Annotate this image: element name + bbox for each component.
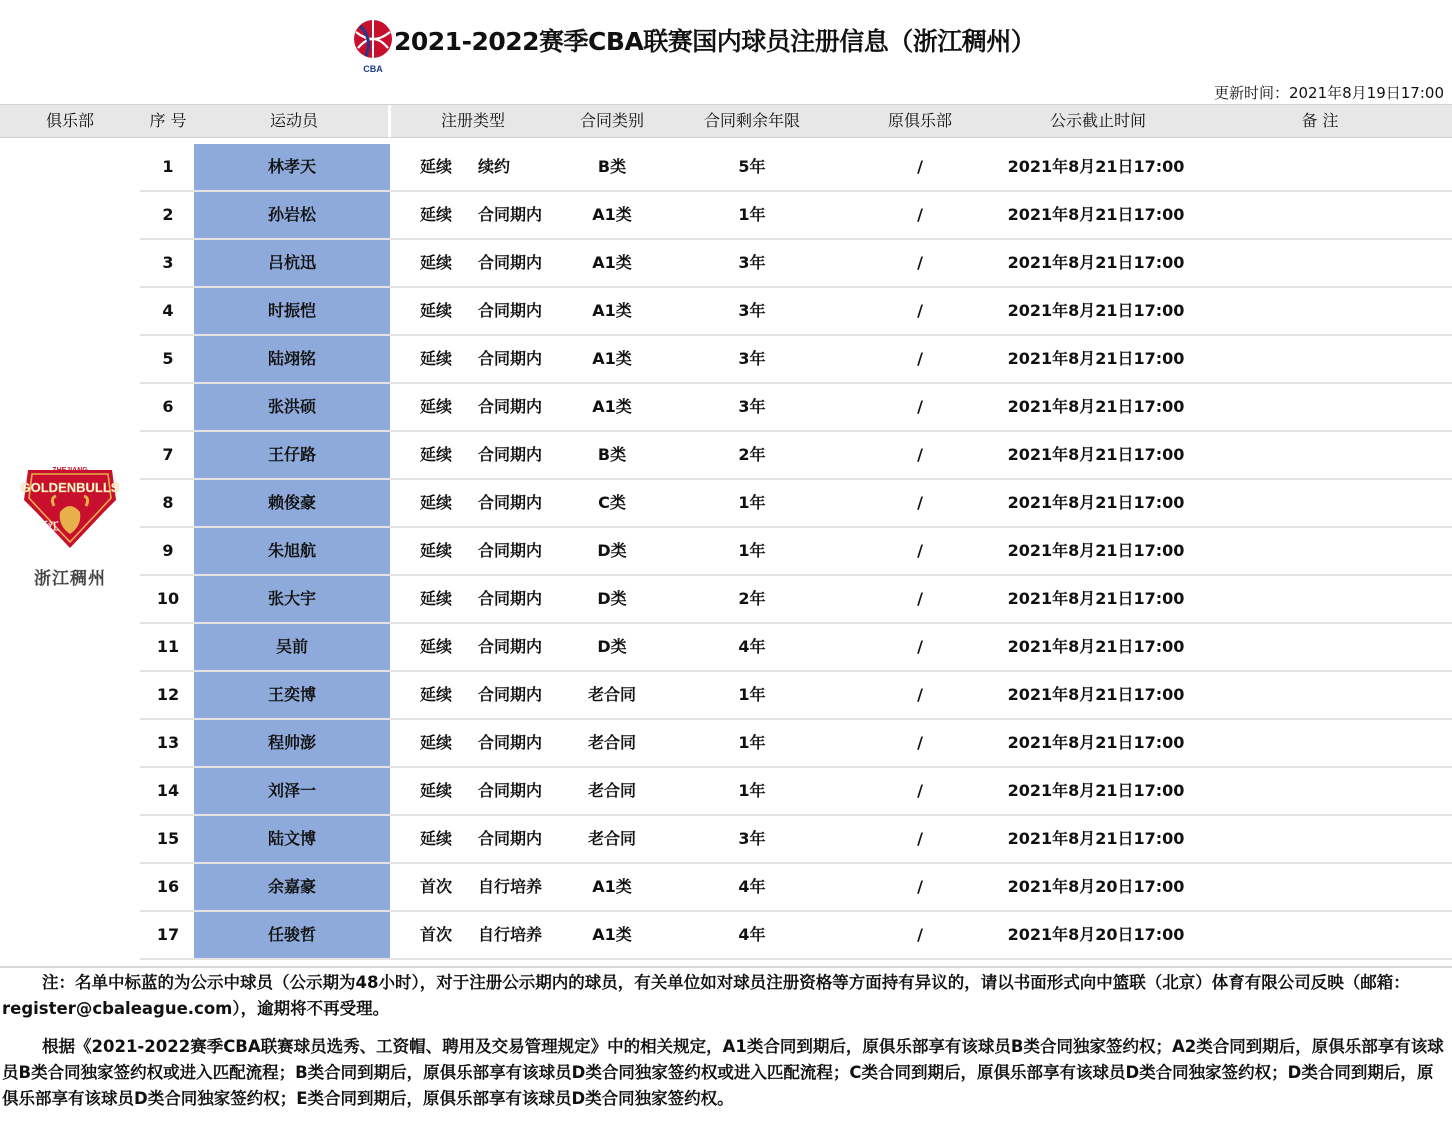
note-contract-rules: 根据《2021-2022赛季CBA联赛球员选秀、工资帽、聘用及交易管理规定》中的相关规定，A1类合同到期后，原俱乐部享有该球员B类合同独家签约权；A2类合同到期后，原俱乐部享有该球员B类合同独家签约权或进入匹配流程；B类合同到期后，原俱乐部享有该球员D类合同独家签约权或进入匹配流程；C类合同到期后，原俱乐部享有该球员D类合同独家签约权；D类合同到期后，原俱乐部享有该球员D类合同独家签约权；E类合同到期后，原俱乐部享有该球员D类合同独家签约权。	[2, 1037, 1444, 1108]
publicity-deadline: 2021年8月21日17:00	[1007, 541, 1185, 560]
registration-subtype: 合同期内	[478, 733, 543, 752]
goldenbulls-logo-icon	[20, 460, 120, 552]
registration-type: 延续	[420, 829, 453, 848]
remarks	[1240, 384, 1400, 430]
registration-subtype: 自行培养	[478, 877, 543, 896]
publicity-deadline: 2021年8月21日17:00	[1007, 205, 1185, 224]
athlete-name: 王奕博	[194, 672, 390, 718]
club-name: 浙江稠州	[34, 569, 106, 589]
remarks	[1240, 816, 1400, 862]
registration-type: 延续	[420, 349, 453, 368]
contract-type: A1类	[592, 397, 632, 416]
original-club: /	[917, 253, 923, 272]
contract-type: A1类	[592, 877, 632, 896]
original-club: /	[917, 781, 923, 800]
registration-subtype: 合同期内	[478, 493, 543, 512]
registration-type: 延续	[420, 733, 453, 752]
remaining-years: 3年	[738, 829, 766, 848]
header-registration-type: 注册类型	[440, 111, 505, 130]
athlete-name: 余嘉豪	[194, 864, 390, 910]
table-row	[140, 240, 1452, 288]
remaining-years: 1年	[738, 685, 766, 704]
remarks	[1240, 288, 1400, 334]
athlete-name: 刘泽一	[194, 768, 390, 814]
registration-subtype: 合同期内	[478, 541, 543, 560]
athlete-name: 任骏哲	[194, 912, 390, 958]
remaining-years: 3年	[738, 349, 766, 368]
note-publicity: 注：名单中标蓝的为公示中球员（公示期为48小时），对于注册公示期内的球员，有关单位如对球员注册资格等方面持有异议的，请以书面形式向中篮联（北京）体育有限公司反映（邮箱：register@cbaleague.com），逾期将不再受理。	[2, 973, 1410, 1018]
header-original-club: 原俱乐部	[887, 111, 952, 130]
athlete-name: 张洪硕	[194, 384, 390, 430]
athlete-name: 赖俊豪	[194, 480, 390, 526]
contract-type: B类	[597, 445, 627, 464]
table-row	[140, 288, 1452, 336]
remarks	[1240, 336, 1400, 382]
row-index: 13	[156, 733, 180, 752]
remarks	[1240, 864, 1400, 910]
remarks	[1240, 480, 1400, 526]
publicity-deadline: 2021年8月21日17:00	[1007, 685, 1185, 704]
table-row	[140, 384, 1452, 432]
row-index: 1	[162, 157, 174, 176]
table-row	[140, 624, 1452, 672]
registration-subtype: 合同期内	[478, 397, 543, 416]
table-header	[0, 104, 1452, 138]
original-club: /	[917, 349, 923, 368]
publicity-deadline: 2021年8月20日17:00	[1007, 925, 1185, 944]
table-row	[140, 816, 1452, 864]
club-column	[0, 144, 140, 960]
athlete-name: 张大宇	[194, 576, 390, 622]
table-row	[140, 336, 1452, 384]
original-club: /	[917, 493, 923, 512]
table-row	[140, 768, 1452, 816]
notes-section	[2, 970, 1444, 1112]
remarks	[1240, 192, 1400, 238]
registration-type: 首次	[420, 925, 453, 944]
publicity-deadline: 2021年8月21日17:00	[1007, 493, 1185, 512]
remarks	[1240, 720, 1400, 766]
original-club: /	[917, 541, 923, 560]
table-row	[140, 912, 1452, 960]
remaining-years: 1年	[738, 781, 766, 800]
remarks	[1240, 672, 1400, 718]
publicity-deadline: 2021年8月21日17:00	[1007, 253, 1185, 272]
row-index: 10	[156, 589, 180, 608]
publicity-deadline: 2021年8月21日17:00	[1007, 589, 1185, 608]
header-club: 俱乐部	[45, 111, 94, 130]
original-club: /	[917, 157, 923, 176]
original-club: /	[917, 685, 923, 704]
club-logo-top-text: ZHEJIANG	[52, 467, 88, 474]
athlete-name: 孙岩松	[194, 192, 390, 238]
table-row	[140, 864, 1452, 912]
registration-subtype: 合同期内	[478, 685, 543, 704]
contract-type: A1类	[592, 301, 632, 320]
contract-type: B类	[597, 157, 627, 176]
remaining-years: 3年	[738, 301, 766, 320]
original-club: /	[917, 925, 923, 944]
registration-subtype: 续约	[478, 157, 511, 176]
original-club: /	[917, 733, 923, 752]
remaining-years: 5年	[738, 157, 766, 176]
player-table	[140, 144, 1452, 960]
registration-subtype: 合同期内	[478, 637, 543, 656]
remarks	[1240, 576, 1400, 622]
contract-type: 老合同	[587, 733, 636, 752]
remarks	[1240, 624, 1400, 670]
table-row	[140, 480, 1452, 528]
table-row	[140, 528, 1452, 576]
row-index: 14	[156, 781, 180, 800]
contract-type: 老合同	[587, 829, 636, 848]
registration-type: 延续	[420, 781, 453, 800]
athlete-name: 陆文博	[194, 816, 390, 862]
registration-type: 延续	[420, 301, 453, 320]
remarks	[1240, 144, 1400, 190]
cba-logo-text: CBA	[363, 64, 383, 74]
remaining-years: 4年	[738, 877, 766, 896]
registration-type: 延续	[420, 445, 453, 464]
publicity-deadline: 2021年8月21日17:00	[1007, 349, 1185, 368]
header-deadline: 公示截止时间	[1049, 111, 1146, 130]
row-index: 16	[156, 877, 180, 896]
remaining-years: 2年	[738, 589, 766, 608]
table-row	[140, 144, 1452, 192]
row-index: 8	[162, 493, 174, 512]
row-index: 4	[162, 301, 174, 320]
remaining-years: 2年	[738, 445, 766, 464]
registration-type: 延续	[420, 397, 453, 416]
contract-type: D类	[597, 589, 627, 608]
row-index: 12	[156, 685, 180, 704]
header-athlete: 运动员	[269, 111, 318, 130]
header-remaining-years: 合同剩余年限	[703, 111, 800, 130]
publicity-deadline: 2021年8月21日17:00	[1007, 157, 1185, 176]
registration-type: 延续	[420, 205, 453, 224]
divider	[0, 966, 1452, 968]
remarks	[1240, 528, 1400, 574]
remaining-years: 1年	[738, 205, 766, 224]
header-index: 序 号	[149, 111, 187, 130]
contract-type: A1类	[592, 349, 632, 368]
publicity-deadline: 2021年8月21日17:00	[1007, 397, 1185, 416]
remaining-years: 1年	[738, 541, 766, 560]
original-club: /	[917, 445, 923, 464]
row-index: 6	[162, 397, 174, 416]
publicity-deadline: 2021年8月21日17:00	[1007, 733, 1185, 752]
registration-subtype: 合同期内	[478, 445, 543, 464]
club-logo-cn-text: 浙江	[37, 520, 59, 533]
publicity-deadline: 2021年8月21日17:00	[1007, 781, 1185, 800]
remaining-years: 4年	[738, 637, 766, 656]
remaining-years: 1年	[738, 493, 766, 512]
registration-subtype: 合同期内	[478, 301, 543, 320]
table-row	[140, 192, 1452, 240]
registration-type: 延续	[420, 253, 453, 272]
cba-logo-icon	[352, 16, 394, 74]
registration-subtype: 合同期内	[478, 349, 543, 368]
original-club: /	[917, 205, 923, 224]
remaining-years: 1年	[738, 733, 766, 752]
contract-type: 老合同	[587, 685, 636, 704]
contract-type: D类	[597, 541, 627, 560]
publicity-deadline: 2021年8月21日17:00	[1007, 637, 1185, 656]
registration-subtype: 合同期内	[478, 253, 543, 272]
registration-type: 延续	[420, 541, 453, 560]
athlete-name: 吕杭迅	[194, 240, 390, 286]
remarks	[1240, 768, 1400, 814]
page-title: 2021-2022赛季CBA联赛国内球员注册信息（浙江稠州）	[394, 27, 1036, 56]
original-club: /	[917, 589, 923, 608]
athlete-name: 王仔路	[194, 432, 390, 478]
contract-type: A1类	[592, 925, 632, 944]
contract-type: 老合同	[587, 781, 636, 800]
registration-subtype: 合同期内	[478, 205, 543, 224]
original-club: /	[917, 397, 923, 416]
table-row	[140, 576, 1452, 624]
publicity-deadline: 2021年8月21日17:00	[1007, 829, 1185, 848]
registration-subtype: 自行培养	[478, 925, 543, 944]
row-index: 3	[162, 253, 174, 272]
row-index: 15	[156, 829, 180, 848]
contract-type: C类	[598, 493, 626, 512]
contract-type: A1类	[592, 205, 632, 224]
original-club: /	[917, 637, 923, 656]
update-time: 更新时间：2021年8月19日17:00	[1213, 84, 1444, 102]
athlete-name: 林孝天	[194, 144, 390, 190]
registration-type: 延续	[420, 157, 453, 176]
registration-type: 延续	[420, 493, 453, 512]
remarks	[1240, 432, 1400, 478]
remaining-years: 3年	[738, 397, 766, 416]
remarks	[1240, 240, 1400, 286]
title-row	[0, 14, 1452, 74]
athlete-name: 程帅澎	[194, 720, 390, 766]
remarks	[1240, 912, 1400, 958]
remaining-years: 4年	[738, 925, 766, 944]
club-logo-text: GOLDENBULLS	[20, 480, 120, 495]
table-row	[140, 432, 1452, 480]
registration-subtype: 合同期内	[478, 589, 543, 608]
table-row	[140, 720, 1452, 768]
athlete-name: 时振恺	[194, 288, 390, 334]
row-index: 2	[162, 205, 174, 224]
registration-type: 延续	[420, 589, 453, 608]
athlete-name: 陆翊铭	[194, 336, 390, 382]
registration-subtype: 合同期内	[478, 829, 543, 848]
contract-type: A1类	[592, 253, 632, 272]
header-contract-type: 合同类别	[579, 111, 644, 130]
row-index: 17	[156, 925, 180, 944]
table-row	[140, 672, 1452, 720]
contract-type: D类	[597, 637, 627, 656]
header-remarks: 备 注	[1301, 111, 1339, 130]
row-index: 9	[162, 541, 174, 560]
row-index: 11	[156, 637, 180, 656]
registration-type: 延续	[420, 685, 453, 704]
row-index: 7	[162, 445, 174, 464]
registration-subtype: 合同期内	[478, 781, 543, 800]
athlete-name: 朱旭航	[194, 528, 390, 574]
athlete-name: 吴前	[194, 624, 390, 670]
publicity-deadline: 2021年8月20日17:00	[1007, 877, 1185, 896]
registration-type: 首次	[420, 877, 453, 896]
registration-type: 延续	[420, 637, 453, 656]
original-club: /	[917, 877, 923, 896]
row-index: 5	[162, 349, 174, 368]
header-separator	[388, 105, 391, 137]
row-divider	[140, 958, 1452, 960]
original-club: /	[917, 829, 923, 848]
original-club: /	[917, 301, 923, 320]
publicity-deadline: 2021年8月21日17:00	[1007, 301, 1185, 320]
remaining-years: 3年	[738, 253, 766, 272]
publicity-deadline: 2021年8月21日17:00	[1007, 445, 1185, 464]
